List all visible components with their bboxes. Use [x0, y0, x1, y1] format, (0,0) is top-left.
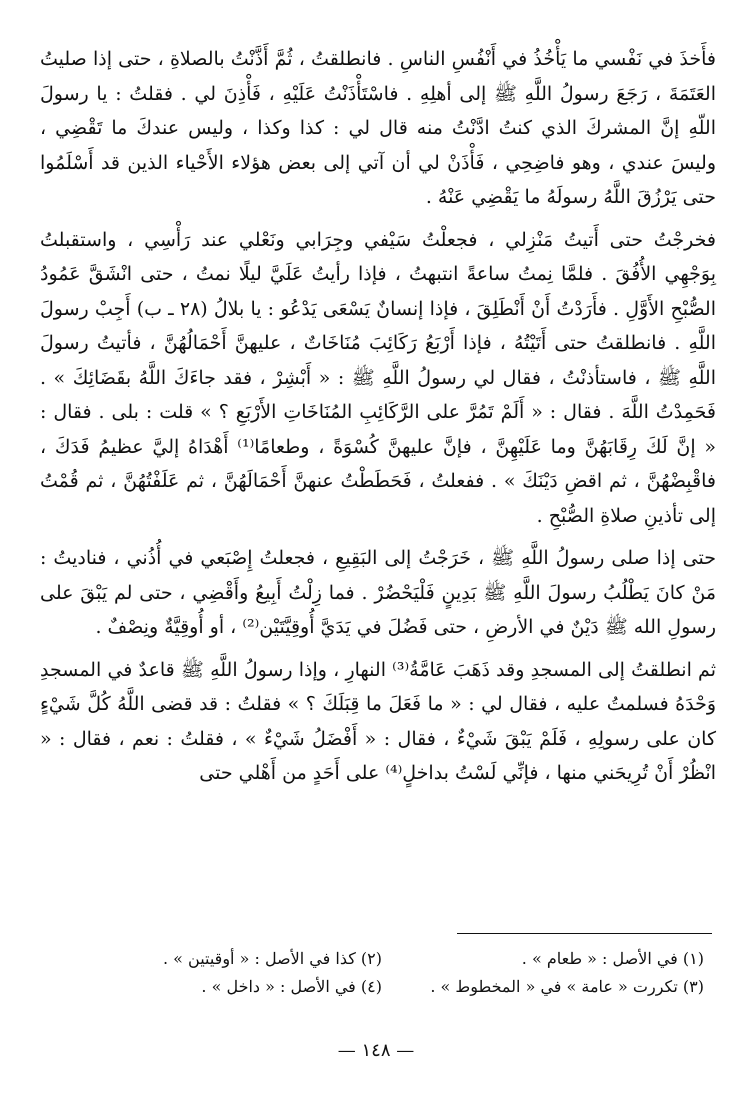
- paragraph-4: ثم انطلقتُ إلى المسجدِ وقد ذَهَبَ عَامَّةُ⁽³⁾ النهارِ ، وإذا رسولُ اللَّهِ ﷺ قاعدٌ في المسجدِ وَحْدَهُ فسلمتُ عليه ، فقال لي : « ما فَعَلَ ما قِبَلَكَ ؟ » فقلتُ : قد قضى اللَّهُ كُلَّ شَيْءٍ كان على رسولِهِ ، فَلَمْ يَبْقَ شَيْءٌ ، فقال : « أَفْضَلُ شَيْءٌ » ، فقلتُ : نعم ، فقال : « انْظُرْ أَنْ تُرِيحَني منها ، فإنِّي لَسْتُ بداخلٍ⁽⁴⁾ على أَحَدٍ من أَهْلي حتى: [40, 658, 716, 784]
- footnote-3: (٣) تكررت « عامة » في « المخطوط » .: [430, 977, 704, 996]
- main-text: [40, 42, 716, 791]
- footnote-row-2: [60, 973, 704, 1001]
- paragraph-3: حتى إذا صلى رسولُ اللَّهِ ﷺ ، خَرَجْتُ إلى البَقِيعِ ، فجعلتُ إِصْبَعي في أُذُني ، فناديتُ : مَنْ كانَ يَطْلُبُ رسولَ اللَّهِ ﷺ بَدِينٍ فَلْيَحْضُرْ . فما زِلْتُ أَبِيعُ وأَقْضِي ، حتى لم يَبْقَ على رسولِ الله ﷺ دَيْنٌ في الأرضِ ، حتى فَضُلَ في يَدَيَّ أُوقِيَّتَيْن⁽²⁾ ، أو أُوقِيَّةٌ ونِصْفٌ .: [40, 547, 716, 638]
- paragraph-2: فخرجْتُ حتى أَتيتُ مَنْزِلي ، فجعلْتُ سَيْفي وجِرَابي ونَعْلي عند رَأْسِي ، واستقبلتُ بِوَجْهِي الأُفُقَ . فلمَّا نِمتُ ساعةً انتبهتُ ، فإذا رأيتُ عَلَيَّ ليلًا نمتُ ، حتى انْشَقَّ عَمُودُ الصُّبْحِ الأَوَّلِ . فأَرَدْتُ أَنْ أَنْطَلِقَ ، فإذا إنسانٌ يَسْعَى يَدْعُو : يا بلالُ (٢٨ ـ ب) أَجِبْ رسولَ اللَّهِ . فانطلقتُ حتى أَتَيْتُهُ ، فإذا أَرْبَعُ رَكَائِبَ مُنَاخَاتٌ ، عليهنَّ أَحْمَالُهُنَّ ، فأتيتُ رسولَ اللَّهِ ﷺ ، فاستأذنْتُ ، فقال لي رسولُ اللَّهِ ﷺ : « أَبْشِرْ ، فقد جاءَكَ اللَّهُ بقَضَائِكَ » . فَحَمِدْتُ اللَّهَ . فقال : « أَلَمْ تَمُرَّ على الرَّكَائِبِ المُنَاخَاتِ الأَرْبَعِ ؟ » قلت : بلى . فقال : « إنَّ لَكَ رِقَابَهُنَّ وما عَلَيْهِنَّ ، فإنَّ عليهنَّ كُسْوَةً ، وطعامًا⁽¹⁾ أَهْدَاهُ إليَّ عظيمُ فَدَكَ ، فاقْبِضْهُنَّ ، ثم اقضِ دَيْنَكَ » . ففعلتُ ، فَحَطَطْتُ عنهنَّ أَحْمَالَهُنَّ ، ثم عَلَفْتُهُنَّ ، ثم قُمْتُ إلى تأذينِ صلاةِ الصُّبْحِ .: [40, 228, 716, 527]
- paragraph-1: فأَخذَ في نَفْسي ما يَأْخُذُ في أَنْفُسِ الناسِ . فانطلقتُ ، ثُمَّ أَذَّنْتُ بالصلاةِ ، حتى إذا صليتُ العَتَمَةَ ، رَجَعَ رسولُ اللَّهِ ﷺ إلى أهلِهِ . فاسْتَأْذَنْتُ عَلَيْهِ ، فَأْذِنَ لي . فقلتُ : يا رسولَ اللّهِ إنَّ المشركَ الذي كنتُ ادَّنْتُ منه قال لي : كذا وكذا ، وليس عندكَ ما تَقْضِي ، وليسَ عندي ، وهو فاضِحِي ، فَأْذَنْ لي أن آتي إلى بعض هؤلاء الأَحْياء الذين قد أَسْلَمُوا حتى يَرْزُقَ اللَّهُ رسولَهُ ما يَقْضِي عَنْهُ .: [40, 48, 716, 208]
- footnote-row-1: [60, 945, 704, 973]
- footnote-divider: [457, 933, 712, 934]
- footnote-4: (٤) في الأصل : « داخل » .: [201, 977, 382, 996]
- page-number: — ١٤٨ —: [337, 1040, 415, 1061]
- footnote-2: (٢) كذا في الأصل : « أوقيتين » .: [162, 949, 382, 968]
- footnotes: [60, 945, 704, 1001]
- footnote-1: (١) في الأصل : « طعام » .: [521, 949, 704, 968]
